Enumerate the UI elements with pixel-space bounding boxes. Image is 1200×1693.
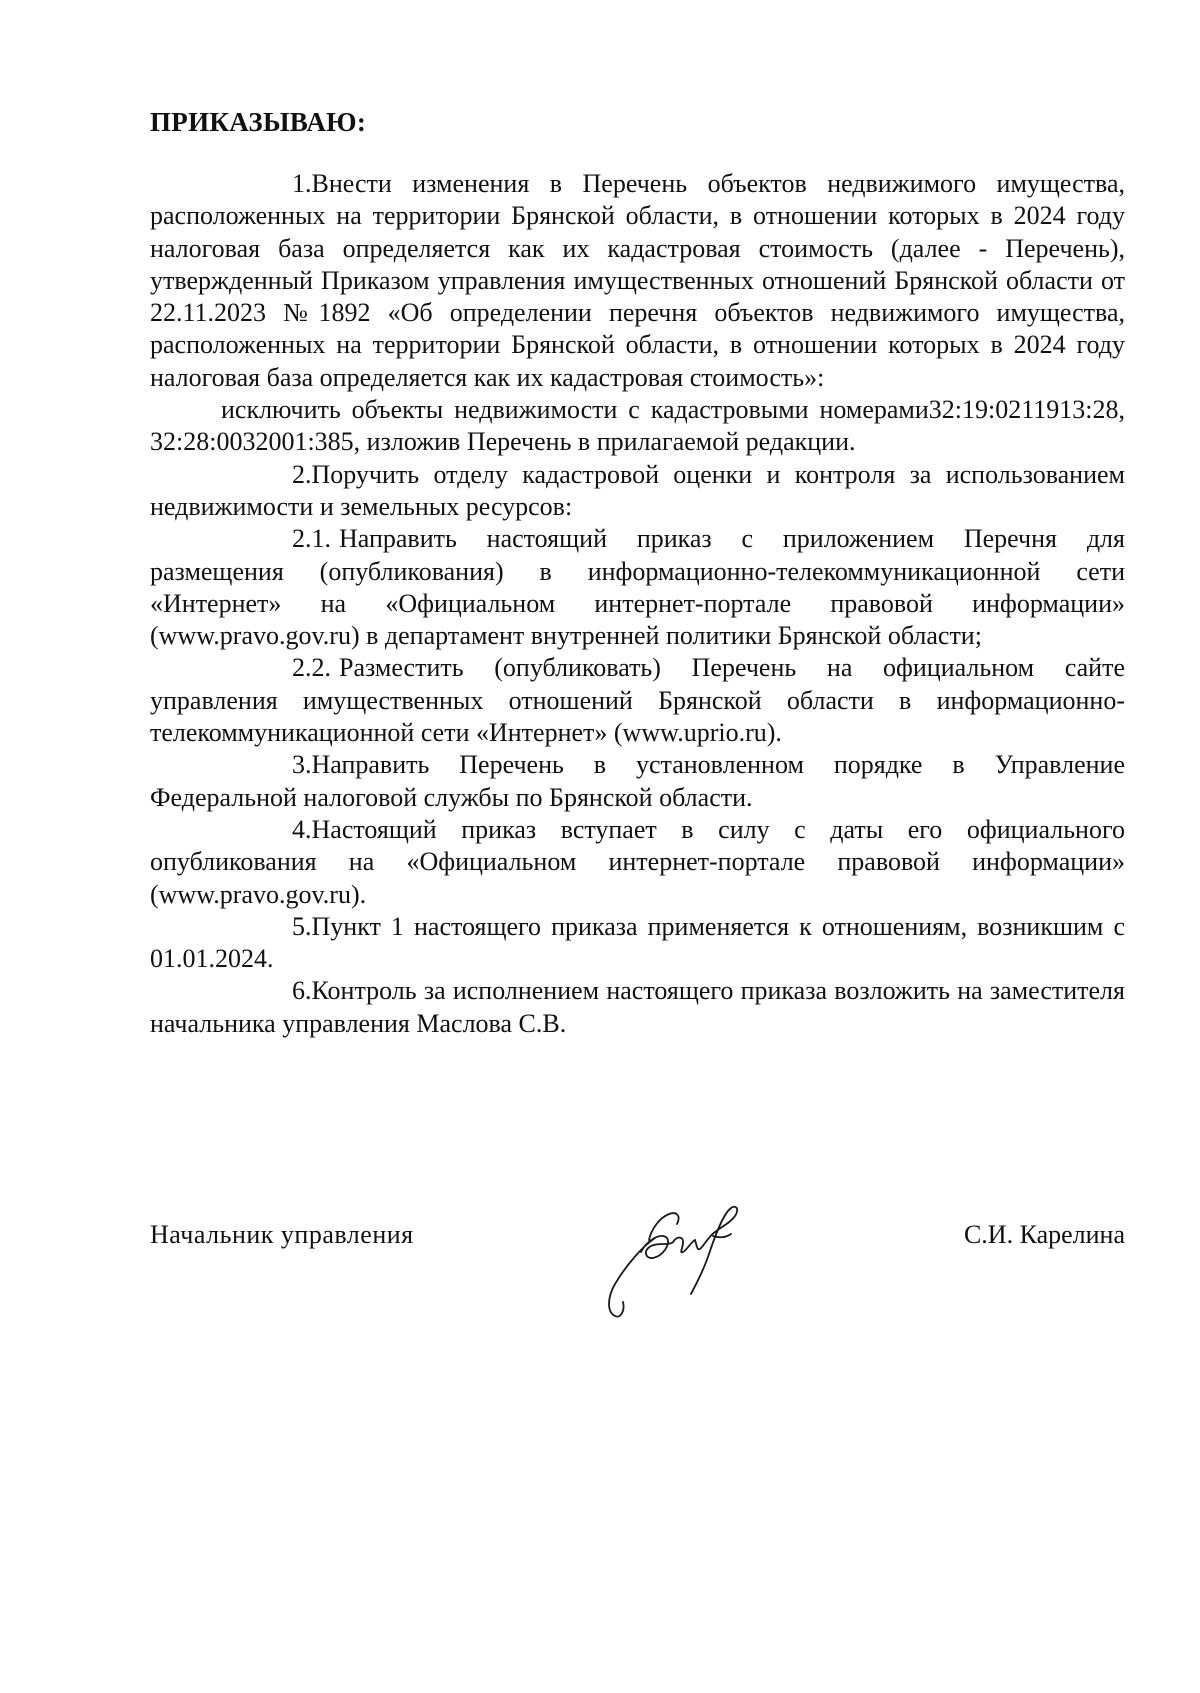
paragraph-text: Контроль за исполнением настоящего приказа возложить на заместителя начальника управления Маслова С.В. xyxy=(150,976,1125,1038)
paragraph-3 xyxy=(150,749,1125,814)
paragraph-text: Пункт 1 настоящего приказа применяется к отношениям, возникшим с 01.01.2024. xyxy=(150,911,1125,974)
paragraph-text: Настоящий приказ вступает в силу с даты его официального опубликования на «Официальном интернет-портале правовой информации» (www.pravo.gov.ru). xyxy=(150,814,1125,909)
paragraph-4 xyxy=(150,814,1125,911)
paragraph-text: Внести изменения в Перечень объектов недвижимого имущества, расположенных на территории Брянской области, в отношении которых в 2024 году налоговая база определяется как их кадастровая стоимость (далее - Перечень), утвержденный Приказом управления имущественных отношений Брянской области от 22.11.2023 №1892 «Об определении перечня объектов недвижимого имущества, расположенных на территории Брянской области, в отношении которых в 2024 году налоговая база определяется как их кадастровая стоимость»: xyxy=(150,169,1125,392)
paragraph-text: исключить объекты недвижимости с кадастровыми номерами32:19:0211913:28, 32:28:0032001:385, изложив Перечень в прилагаемой редакции. xyxy=(150,395,1125,457)
paragraph-number: 3. xyxy=(292,750,312,780)
signatory-title: Начальник управления xyxy=(150,1220,414,1249)
paragraph-number: 4. xyxy=(292,814,312,844)
paragraph-number: 2.1. xyxy=(292,524,331,554)
paragraph-1 xyxy=(150,168,1125,394)
paragraph-text: Направить Перечень в установленном порядке в Управление Федеральной налоговой службы по Брянской области. xyxy=(150,750,1125,812)
paragraph-1-sub xyxy=(150,394,1125,459)
paragraph-text: Разместить (опубликовать) Перечень на официальном сайте управления имущественных отношений Брянской области в информационно-телекоммуникационной сети «Интернет» (www.uprio.ru). xyxy=(150,653,1125,748)
signatory-name: С.И. Карелина xyxy=(963,1220,1125,1249)
paragraph-number: 2.2. xyxy=(292,653,331,683)
paragraph-number: 6. xyxy=(292,976,312,1006)
handwritten-signature-icon xyxy=(585,1180,795,1330)
paragraph-number: 2. xyxy=(292,459,312,489)
paragraph-5 xyxy=(150,911,1125,976)
order-heading: ПРИКАЗЫВАЮ: xyxy=(150,107,367,137)
paragraph-6 xyxy=(150,975,1125,1040)
paragraph-2 xyxy=(150,459,1125,524)
paragraph-2-2 xyxy=(150,652,1125,749)
paragraph-text: Поручить отделу кадастровой оценки и контроля за использованием недвижимости и земельных ресурсов: xyxy=(150,459,1125,521)
paragraph-number: 5. xyxy=(292,911,312,941)
paragraph-text: Направить настоящий приказ с приложением Перечня для размещения (опубликования) в информационно-телекоммуникационной сети «Интернет» на «Официальном интернет-портале правовой информации» (www.pravo.gov.ru) в департамент внутренней политики Брянской области; xyxy=(150,524,1125,651)
order-body xyxy=(150,168,1125,1040)
paragraph-2-1 xyxy=(150,523,1125,652)
paragraph-number: 1. xyxy=(292,169,312,198)
